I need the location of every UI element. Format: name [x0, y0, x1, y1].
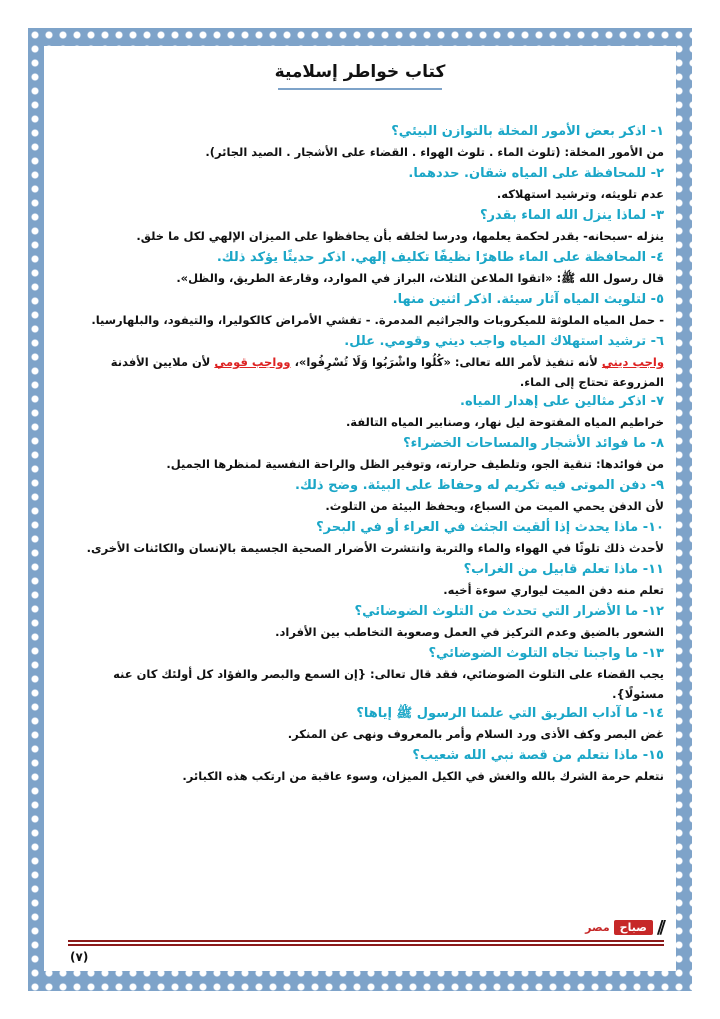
question-1: ١- اذكر بعض الأمور المخلة بالتوازن البيئي؟	[391, 124, 664, 139]
answer-10: لأحدث ذلك تلوثًا في الهواء والماء والتربة وانتشرت الأضرار الصحية الجسيمة بالإنسان والكائنات الأخرى.	[86, 541, 664, 555]
publisher-logo	[552, 917, 662, 937]
answer-9: لأن الدفن يحمي الميت من السباع، ويحفظ البيئة من التلوث.	[325, 499, 664, 513]
logo-text: مصر	[585, 920, 610, 934]
answer-15: نتعلم حرمة الشرك بالله والغش في الكيل الميزان، وسوء عاقبة من ارتكب هذه الكبائر.	[182, 769, 664, 783]
answer-3: ينزله -سبحانه- بقدر لحكمة يعلمها، ودرسا لخلقه بأن يحافظوا على الميزان الإلهي لكل ما خلق.	[136, 229, 664, 243]
answer-12: الشعور بالضيق وعدم التركيز في العمل وصعوبة التخاطب بين الأفراد.	[275, 625, 664, 639]
question-15: ١٥- ماذا نتعلم من قصة نبي الله شعيب؟	[412, 748, 664, 763]
answer-6-middle: لأنه تنفيذ لأمر الله تعالى: «كُلُوا واشْرَبُوا وَلَا تُسْرِفُوا»،	[290, 355, 602, 369]
question-11: ١١- ماذا تعلم قابيل من الغراب؟	[463, 562, 664, 577]
footer-rule-top	[68, 940, 664, 942]
answer-6-end: لأن ملايين الأفدنة المزروعة تحتاج إلى الماء.	[110, 355, 664, 389]
answer-8: من فوائدها: تنقية الجو، وتلطيف حرارته، وتوفير الظل والراحة النفسية لمنظرها الجميل.	[166, 457, 664, 471]
question-5: ٥- لتلويث المياه آثار سيئة. اذكر اثنين منها.	[392, 292, 664, 307]
question-13: ١٣- ما واجبنا تجاه التلوث الضوضائي؟	[428, 646, 664, 661]
answer-5: - حمل المياه الملوثة للميكروبات والجراثيم المدمرة. - تفشي الأمراض كالكوليرا، والتيفود، والبلهارسيا.	[91, 313, 664, 327]
question-4: ٤- المحافظة على الماء طاهرًا نظيفًا تكليف إلهي. اذكر حديثًا يؤكد ذلك.	[216, 250, 664, 265]
question-6: ٦- ترشيد استهلاك المياه واجب ديني وقومي. علل.	[344, 334, 664, 349]
question-2: ٢- للمحافظة على المياه شقان. حددهما.	[408, 166, 664, 181]
footer-rule-bottom	[68, 944, 664, 946]
logo-bars-icon: //	[656, 916, 662, 938]
page-title: كتاب خواطر إسلامية	[274, 62, 446, 82]
answer-1: من الأمور المخلة: (تلوث الماء . تلوث الهواء . القضاء على الأشجار . الصيد الجائر).	[205, 145, 664, 159]
question-3: ٣- لماذا ينزل الله الماء بقدر؟	[479, 208, 664, 223]
answer-6	[64, 352, 664, 392]
answer-13: يجب القضاء على التلوث الضوضائي، فقد قال تعالى: {إن السمع والبصر والفؤاد كل أولئك كان عنه مسئولًا}.	[113, 667, 664, 701]
question-12: ١٢- ما الأضرار التي تحدث من التلوث الضوضائي؟	[354, 604, 664, 619]
question-7: ٧- اذكر مثالين على إهدار المياه.	[460, 394, 664, 409]
logo-box-text: صباح	[614, 920, 653, 935]
page-number: (٧)	[70, 950, 89, 964]
answer-2: عدم تلويثه، وترشيد استهلاكه.	[496, 187, 664, 201]
answer-11: تعلم منه دفن الميت ليواري سوءة أخيه.	[443, 583, 664, 597]
highlight-national-duty: وواجب قومي	[214, 355, 291, 369]
answer-14: غض البصر وكف الأذى ورد السلام وأمر بالمعروف ونهى عن المنكر.	[287, 727, 664, 741]
question-8: ٨- ما فوائد الأشجار والمساحات الخضراء؟	[403, 436, 664, 451]
answer-7: خراطيم المياه المفتوحة ليل نهار، وصنابير المياه التالفة.	[345, 415, 664, 429]
question-14: ١٤- ما آداب الطريق التي علمنا الرسول ﷺ إياها؟	[356, 706, 664, 721]
answer-4: قال رسول الله ﷺ: «اتقوا الملاعن الثلاث، البراز في الموارد، وقارعة الطريق، والظل».	[176, 271, 664, 285]
highlight-religious-duty: واجب ديني	[601, 355, 664, 369]
qa-list	[64, 122, 664, 788]
question-10: ١٠- ماذا يحدث إذا ألقيت الجثث في العراء أو في البحر؟	[316, 520, 664, 535]
question-9: ٩- دفن الموتى فيه تكريم له وحفاظ على البيئة. وضح ذلك.	[295, 478, 664, 493]
title-underline	[278, 88, 442, 90]
